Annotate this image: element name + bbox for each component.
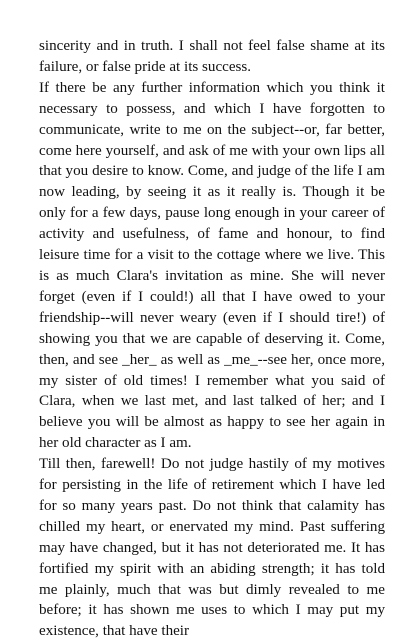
document-page xyxy=(39,36,385,642)
paragraph-1: sincerity and in truth. I shall not feel false shame at its failure, or false pride at its success. xyxy=(39,38,385,75)
paragraph-3: Till then, farewell! Do not judge hastily of my motives for persisting in the life of retirement which I have led for so many years past. Do not think that calamity has chilled my heart, or enervated my mind. Past suffering may have changed, but it has not deteriorated me. It has fortified my spirit with an abiding strength; it has told me plainly, much that was but dimly revealed to me before; it has shown me uses to which I may put my existence, that have their xyxy=(39,456,385,640)
paragraph-2: If there be any further information which you think it necessary to possess, and which I have forgotten to communicate, write to me on the subject--or, far better, come here yourself, and ask of me with your own lips all that you desire to know. Come, and judge of the life I am now leading, by seeing it as it really is. Though it be only for a few days, pause long enough in your career of activity and usefulness, of fame and honour, to find leisure time for a visit to the cottage where we live. This is as much Clara's invitation as mine. She will never forget (even if I could!) all that I have owed to your friendship--will never weary (even if I should tire!) of showing you that we are capable of deserving it. Come, then, and see _her_ as well as _me_--see her, once more, my sister of old times! I remember what you said of Clara, when we last met, and last talked of her; and I believe you will be almost as happy to see her again in her old character as I am. xyxy=(39,79,385,452)
